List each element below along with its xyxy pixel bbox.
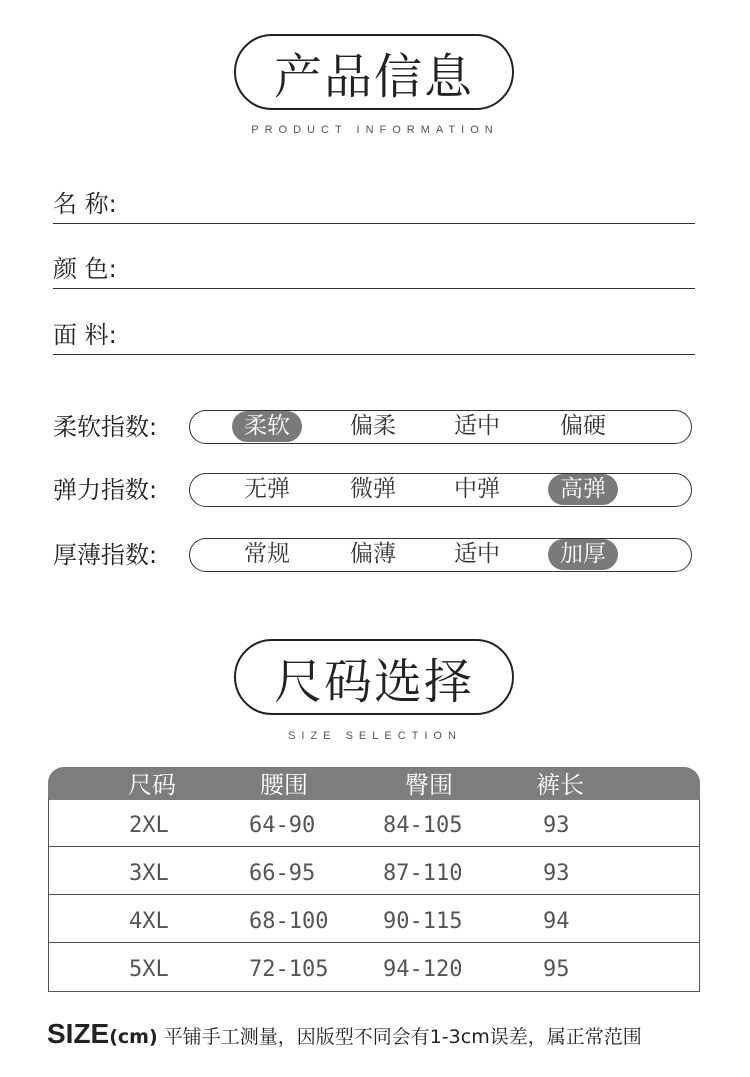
field-fabric-row bbox=[53, 315, 695, 355]
softness-option-1: 柔软 bbox=[232, 411, 302, 442]
size-note-unit: (cm) bbox=[109, 1026, 158, 1048]
elasticity-index-label: 弹力指数: bbox=[53, 476, 158, 504]
header-length: 裤长 bbox=[536, 771, 584, 799]
elasticity-option-3: 中弹 bbox=[454, 476, 500, 502]
cell-waist: 68-100 bbox=[249, 909, 329, 934]
softness-index-scale bbox=[189, 410, 692, 444]
cell-length: 93 bbox=[543, 813, 570, 838]
cell-size: 5XL bbox=[129, 957, 169, 982]
elasticity-option-4: 高弹 bbox=[548, 474, 618, 505]
cell-size: 3XL bbox=[129, 861, 169, 886]
thickness-option-4: 加厚 bbox=[548, 539, 618, 570]
softness-index-row bbox=[53, 410, 693, 444]
size-note-text: 平铺手工测量，因版型不同会有1-3cm误差，属正常范围 bbox=[157, 1026, 642, 1048]
thickness-index-row bbox=[53, 538, 693, 572]
header-size: 尺码 bbox=[128, 771, 176, 799]
cell-waist: 66-95 bbox=[249, 861, 316, 886]
size-selection-subtitle: SIZE SELECTION bbox=[288, 730, 462, 742]
thickness-option-3: 适中 bbox=[454, 541, 500, 567]
size-note-size: SIZE bbox=[47, 1018, 110, 1049]
softness-option-3: 适中 bbox=[454, 413, 500, 439]
cell-hip: 94-120 bbox=[383, 957, 463, 982]
size-table bbox=[48, 799, 700, 992]
elasticity-index-scale bbox=[189, 473, 692, 507]
cell-size: 4XL bbox=[129, 909, 169, 934]
cell-hip: 84-105 bbox=[383, 813, 463, 838]
thickness-option-2: 偏薄 bbox=[350, 541, 396, 567]
field-color-row bbox=[53, 249, 695, 289]
table-row bbox=[49, 847, 699, 895]
header-waist: 腰围 bbox=[260, 771, 308, 799]
cell-hip: 87-110 bbox=[383, 861, 463, 886]
field-color-label: 颜 色: bbox=[53, 255, 117, 283]
softness-option-2: 偏柔 bbox=[350, 413, 396, 439]
elasticity-option-2: 微弹 bbox=[350, 476, 396, 502]
cell-length: 94 bbox=[543, 909, 570, 934]
table-row bbox=[49, 799, 699, 847]
table-row bbox=[49, 895, 699, 943]
elasticity-option-1: 无弹 bbox=[244, 476, 290, 502]
size-note bbox=[47, 1018, 717, 1050]
softness-index-label: 柔软指数: bbox=[53, 413, 158, 441]
product-info-subtitle: PRODUCT INFORMATION bbox=[251, 124, 499, 136]
thickness-option-1: 常规 bbox=[244, 541, 290, 567]
cell-waist: 64-90 bbox=[249, 813, 316, 838]
softness-option-4: 偏硬 bbox=[560, 413, 606, 439]
table-row bbox=[49, 943, 699, 991]
cell-length: 93 bbox=[543, 861, 570, 886]
thickness-index-label: 厚薄指数: bbox=[53, 541, 158, 569]
field-fabric-label: 面 料: bbox=[53, 321, 117, 349]
thickness-index-scale bbox=[189, 538, 692, 572]
cell-size: 2XL bbox=[129, 813, 169, 838]
product-info-title: 产品信息 bbox=[234, 34, 514, 110]
header-hip: 臀围 bbox=[405, 771, 453, 799]
field-name-row bbox=[53, 184, 695, 224]
cell-length: 95 bbox=[543, 957, 570, 982]
elasticity-index-row bbox=[53, 473, 693, 507]
cell-waist: 72-105 bbox=[249, 957, 329, 982]
field-name-label: 名 称: bbox=[53, 190, 117, 218]
size-selection-title: 尺码选择 bbox=[234, 639, 514, 715]
cell-hip: 90-115 bbox=[383, 909, 463, 934]
size-table-header bbox=[48, 767, 700, 800]
